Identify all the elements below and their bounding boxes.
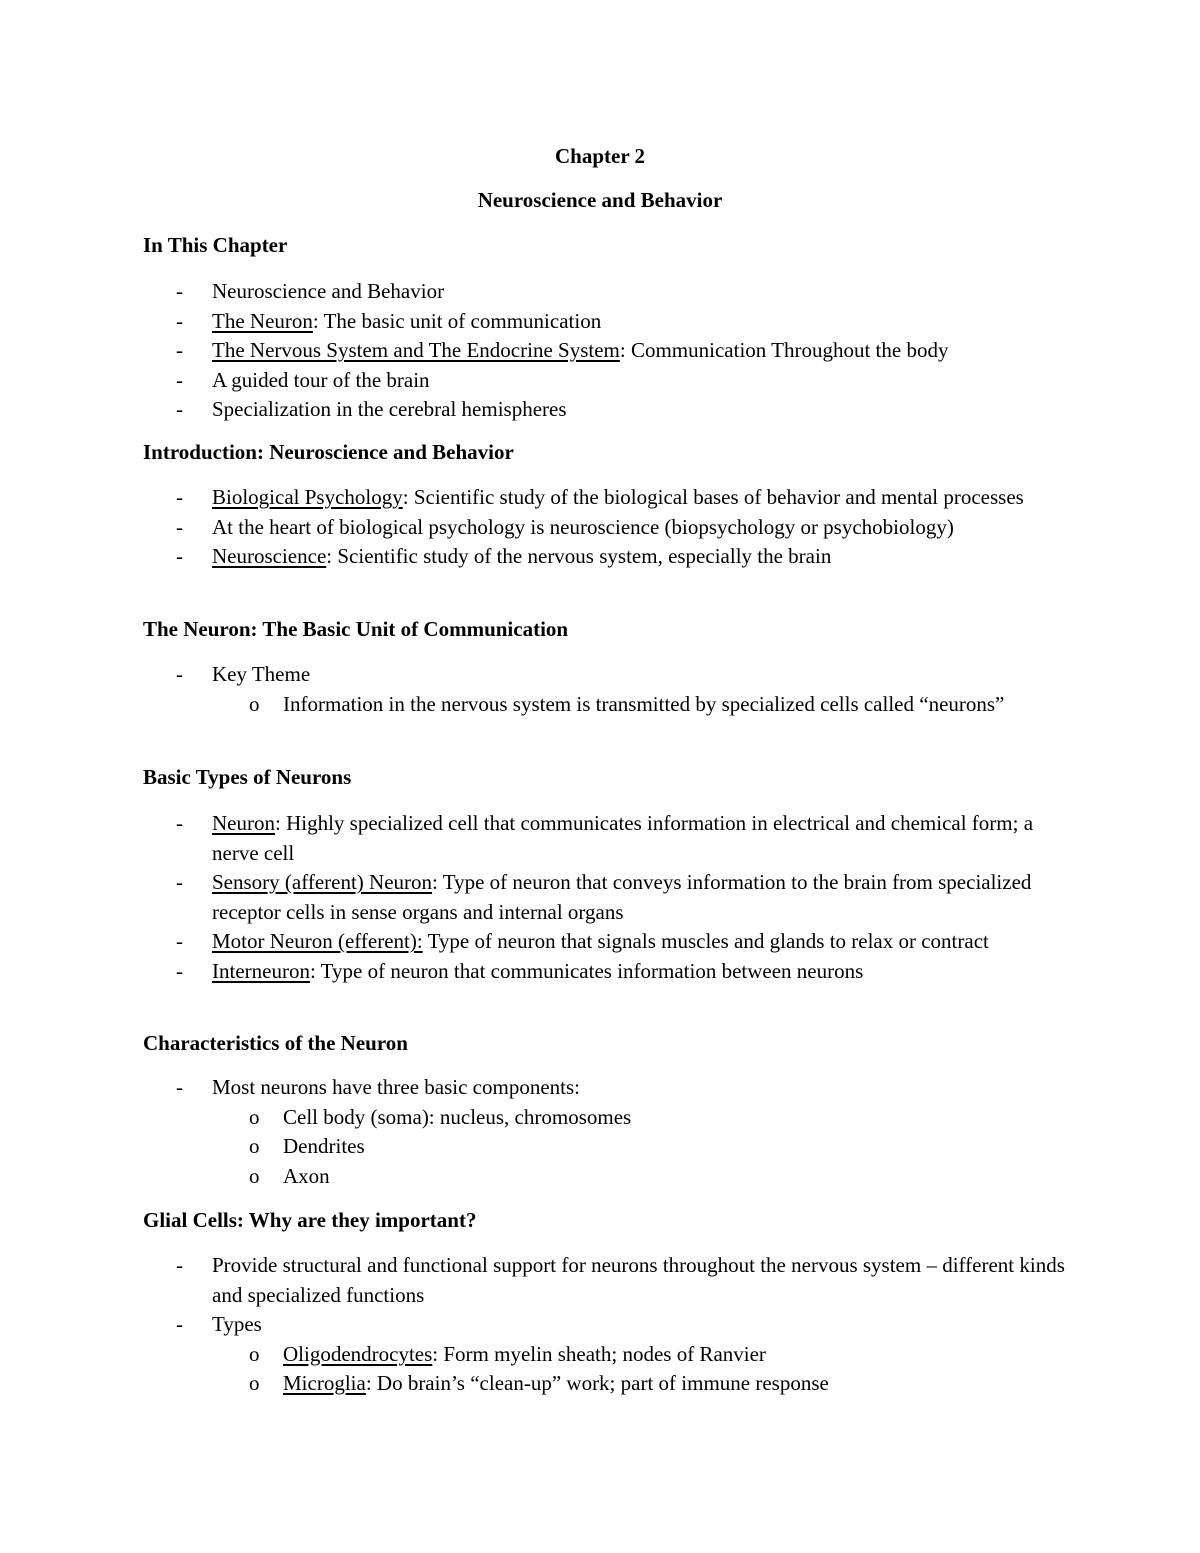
item-text: Types: [212, 1312, 262, 1336]
section-heading: Glial Cells: Why are they important?: [143, 1208, 477, 1232]
dash-bullet: -: [176, 338, 183, 362]
item-text: Dendrites: [283, 1134, 365, 1158]
sub-list-item: [0, 1162, 1063, 1192]
section-heading: The Neuron: The Basic Unit of Communication: [143, 617, 569, 641]
item-text: Axon: [283, 1163, 330, 1188]
item-text: : Scientific study of the biological bases of behavior and mental processes: [402, 485, 1024, 509]
list-item: [0, 513, 1072, 543]
item-text: : Form myelin sheath; nodes of Ranvier: [432, 1341, 766, 1366]
list-item: [0, 366, 1072, 396]
list-item: [0, 660, 1072, 690]
item-text: Specialization in the cerebral hemispheres: [212, 397, 567, 421]
list-item: [0, 483, 1072, 513]
term: Sensory (afferent) Neuron: [212, 870, 433, 894]
term: Motor Neuron (efferent):: [212, 929, 423, 953]
list-item: [0, 336, 1072, 366]
item-text: Provide structural and functional support for neurons throughout the nervous system – different kinds and specialized functions: [212, 1253, 1065, 1307]
item-text: Neuroscience and Behavior: [212, 279, 445, 303]
section-heading: Basic Types of Neurons: [143, 765, 352, 789]
section-list: [0, 483, 1072, 572]
dash-bullet: -: [176, 811, 183, 835]
term: Neuron: [212, 811, 275, 835]
dash-bullet: -: [176, 1253, 183, 1277]
dash-bullet: -: [176, 870, 183, 894]
list-item: [0, 927, 1072, 957]
item-text: : The basic unit of communication: [312, 308, 602, 333]
term: The Nervous System and The Endocrine System: [212, 338, 620, 362]
circle-bullet: o: [249, 691, 260, 716]
section-list: [0, 1073, 1072, 1191]
item-text: : Highly specialized cell that communicates information in electrical and chemical form; a nerve cell: [212, 811, 1034, 865]
dash-bullet: -: [176, 279, 183, 303]
item-text: : Scientific study of the nervous system, especially the brain: [326, 544, 832, 568]
item-text: Information in the nervous system is transmitted by specialized cells called “neurons”: [283, 691, 1005, 716]
list-item: [0, 1251, 1072, 1310]
dash-bullet: -: [176, 367, 183, 392]
section-list: [0, 277, 1072, 425]
list-item: [0, 868, 1072, 927]
dash-bullet: -: [176, 544, 183, 568]
circle-bullet: o: [249, 1163, 260, 1188]
item-text: : Communication Throughout the body: [619, 338, 949, 362]
dash-bullet: -: [176, 514, 183, 539]
dash-bullet: -: [176, 662, 183, 686]
sub-list-item: [0, 690, 1063, 720]
chapter-subtitle: Neuroscience and Behavior: [477, 188, 723, 212]
sub-list-item: [0, 1132, 1063, 1162]
circle-bullet: o: [249, 1134, 260, 1158]
sub-list-item: [0, 1103, 1063, 1133]
dash-bullet: -: [176, 1312, 183, 1336]
section-list: [0, 809, 1072, 986]
chapter-title: Chapter 2: [554, 144, 646, 168]
section-list: [0, 1251, 1072, 1399]
item-text: Cell body (soma): nucleus, chromosomes: [283, 1104, 632, 1129]
list-item: [0, 395, 1072, 425]
list-item: [0, 307, 1072, 337]
term: The Neuron: [212, 308, 313, 333]
dash-bullet: -: [176, 397, 183, 421]
section-heading: Characteristics of the Neuron: [143, 1031, 408, 1055]
item-text: A guided tour of the brain: [212, 367, 430, 392]
section-heading: In This Chapter: [143, 233, 288, 257]
item-text: At the heart of biological psychology is neuroscience (biopsychology or psychobiology): [212, 514, 954, 539]
term: Interneuron: [212, 958, 310, 983]
circle-bullet: o: [249, 1371, 260, 1395]
sub-list-item: [0, 1369, 1063, 1399]
circle-bullet: o: [249, 1104, 260, 1129]
dash-bullet: -: [176, 929, 183, 953]
term: Neuroscience: [212, 544, 327, 568]
item-text: : Do brain’s “clean-up” work; part of immune response: [365, 1371, 829, 1395]
list-item: [0, 809, 1072, 868]
section-list: [0, 660, 1072, 719]
dash-bullet: -: [176, 308, 183, 333]
dash-bullet: -: [176, 958, 183, 983]
item-text: Type of neuron that signals muscles and glands to relax or contract: [422, 929, 989, 953]
term: Oligodendrocytes: [283, 1341, 433, 1366]
dash-bullet: -: [176, 485, 183, 509]
section-heading: Introduction: Neuroscience and Behavior: [143, 440, 514, 464]
list-item: [0, 277, 1072, 307]
term: Biological Psychology: [212, 485, 403, 509]
list-item: [0, 1073, 1072, 1103]
list-item: [0, 542, 1072, 572]
circle-bullet: o: [249, 1341, 260, 1366]
list-item: [0, 957, 1072, 987]
item-text: : Type of neuron that conveys information to the brain from specialized receptor cells in sense organs and internal organs: [212, 870, 1032, 924]
item-text: Most neurons have three basic components:: [212, 1075, 580, 1099]
item-text: Key Theme: [212, 662, 311, 686]
item-text: : Type of neuron that communicates information between neurons: [309, 958, 864, 983]
sub-list-item: [0, 1340, 1063, 1370]
dash-bullet: -: [176, 1075, 183, 1099]
list-item: [0, 1310, 1072, 1340]
term: Microglia: [283, 1371, 366, 1395]
